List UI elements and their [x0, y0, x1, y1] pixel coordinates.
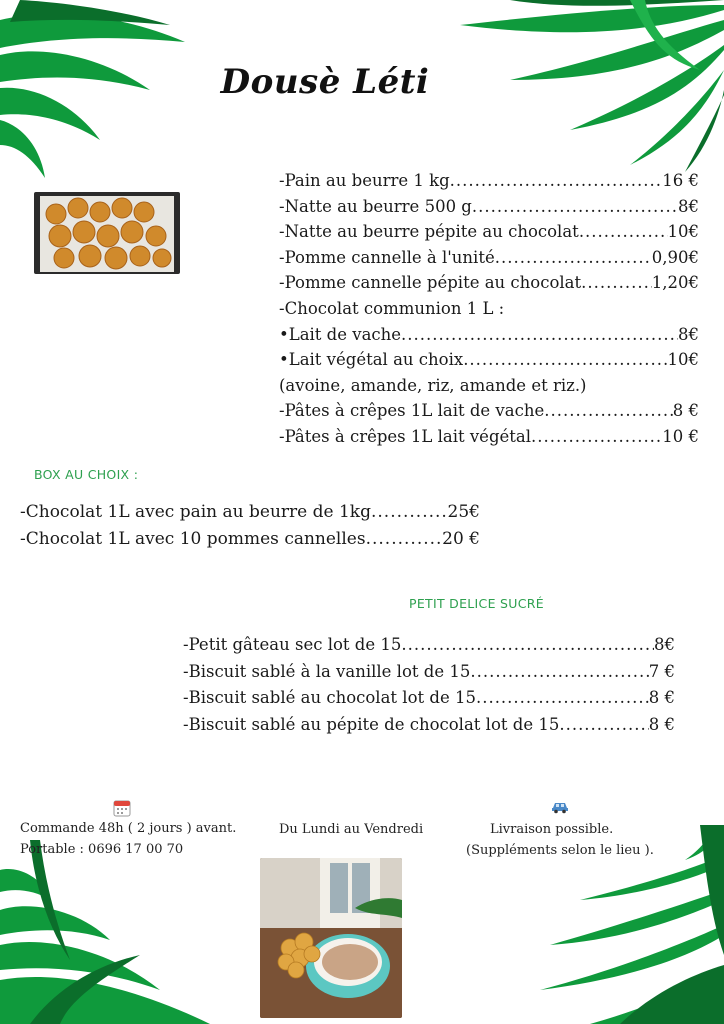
- box-heading: BOX AU CHOIX :: [34, 467, 139, 482]
- delivery-notice: Livraison possible.: [490, 822, 614, 837]
- box-item: -Chocolat 1L avec 10 pommes cannelles ..... 20 €: [20, 526, 480, 553]
- sweet-menu: [183, 632, 675, 738]
- menu-item: •Lait végétal au choix ..... 10€: [279, 347, 699, 373]
- menu-item: -Pâtes à crêpes 1L lait végétal ..... 10 €: [279, 424, 699, 450]
- sweet-item: -Biscuit sablé au chocolat lot de 15 ..... 8 €: [183, 685, 675, 712]
- box-item: -Chocolat 1L avec pain au beurre de 1kg ..... 25€: [20, 499, 480, 526]
- sweet-item: -Biscuit sablé à la vanille lot de 15 ..... 7 €: [183, 659, 675, 686]
- order-notice: Commande 48h ( 2 jours ) avant.: [20, 821, 237, 836]
- menu-item: -Pain au beurre 1 kg ..... 16 €: [279, 168, 699, 194]
- sweet-heading: PETIT DELICE SUCRÉ: [409, 596, 544, 611]
- menu-item: •Lait de vache ..... 8€: [279, 322, 699, 348]
- menu-item: -Pâtes à crêpes 1L lait de vache ..... 8 €: [279, 398, 699, 424]
- hot-chocolate-photo: [260, 858, 402, 1018]
- car-icon: [551, 800, 569, 814]
- menu-item-note: (avoine, amande, riz, amande et riz.): [279, 375, 587, 395]
- box-menu: [20, 499, 480, 553]
- menu-item: -Pomme cannelle à l'unité ..... 0,90€: [279, 245, 699, 271]
- menu-item: -Natte au beurre pépite au chocolat ..... 10€: [279, 219, 699, 245]
- sweet-item: -Petit gâteau sec lot de 15 ..... 8€: [183, 632, 675, 659]
- calendar-icon: [113, 799, 131, 817]
- phone-number: Portable : 0696 17 00 70: [20, 842, 184, 857]
- main-menu: [279, 168, 699, 450]
- brioche-photo: [34, 192, 180, 274]
- palm-leaf-bottom-left: [0, 840, 230, 1024]
- menu-item: -Chocolat communion 1 L :: [279, 298, 505, 318]
- sweet-item: -Biscuit sablé au pépite de chocolat lot de 15 ..... 8 €: [183, 712, 675, 739]
- page-title: Dousè Léti: [220, 62, 430, 102]
- menu-item: -Pomme cannelle pépite au chocolat ..... 1,20€: [279, 270, 699, 296]
- opening-days: Du Lundi au Vendredi: [279, 822, 424, 837]
- delivery-supplement: (Suppléments selon le lieu ).: [466, 843, 654, 858]
- menu-item: -Natte au beurre 500 g ..... 8€: [279, 194, 699, 220]
